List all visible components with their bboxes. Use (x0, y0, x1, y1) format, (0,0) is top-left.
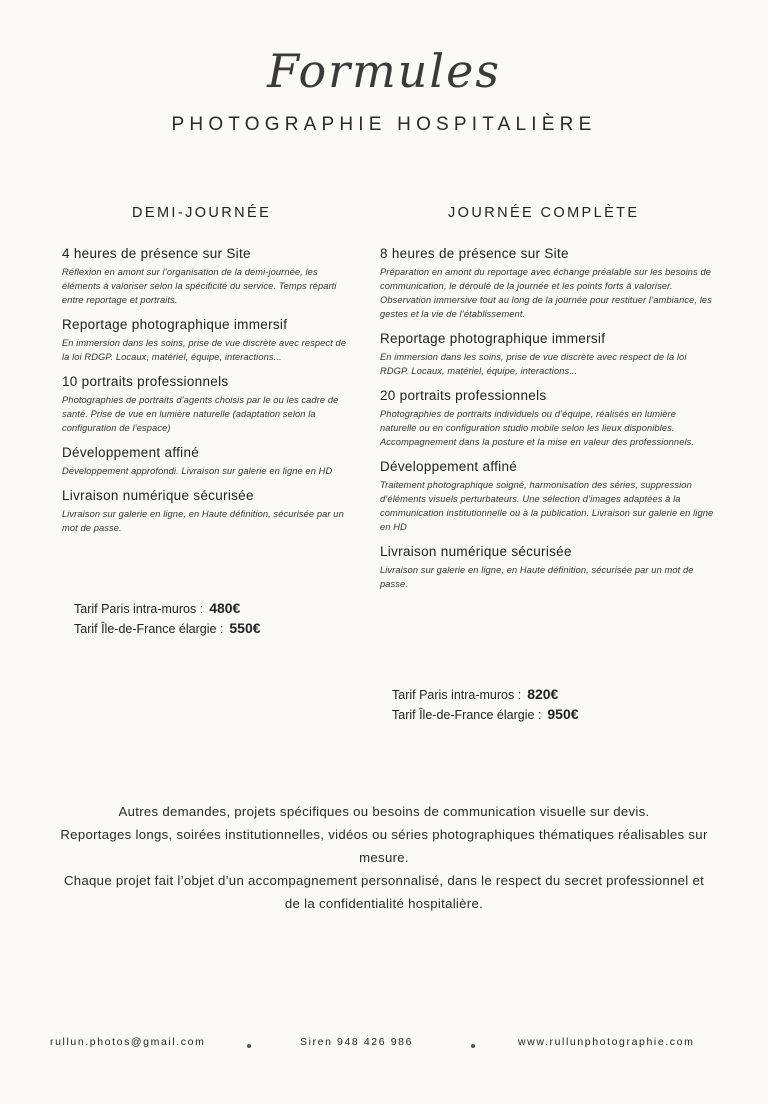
item-title: Reportage photographique immersif (62, 317, 288, 332)
item-description: En immersion dans les soins, prise de vue discrète avec respect de la loi RDGP. Locaux, matériel, équipe, interactions... (62, 338, 347, 362)
list-item (380, 543, 715, 591)
tarif-label: Tarif Île-de-France élargie : (74, 622, 224, 636)
item-title: Livraison numérique sécurisée (380, 544, 572, 559)
tarif-label: Tarif Île-de-France élargie : (392, 708, 542, 722)
item-description: Réflexion en amont sur l’organisation de la demi-journée, les éléments à valoriser selon la spécificité du service. Temps réparti entre reportage et portraits. (62, 267, 337, 305)
list-item (380, 245, 715, 321)
list-item (380, 330, 715, 378)
tarifs (392, 684, 579, 724)
separator-dot (471, 1044, 475, 1048)
list-item (62, 444, 352, 478)
outro-line: Chaque projet fait l’objet d’un accompagnement personnalisé, dans le respect du secret professionnel et de la confidentialité hospitalière. (63, 873, 705, 911)
outro-line: Reportages longs, soirées institutionnelles, vidéos ou séries photographiques thématiques réalisables sur mesure. (60, 827, 708, 865)
tarif-price: 550€ (229, 620, 261, 636)
item-description: Développement approfondi. Livraison sur galerie en ligne en HD (62, 466, 333, 476)
item-description: Livraison sur galerie en ligne, en Haute définition, sécurisée par un mot de passe. (62, 509, 344, 533)
item-description: Photographies de portraits individuels ou d’équipe, réalisés en lumière naturelle ou en configuration studio mobile selon les lieux disponibles. Accompagnement dans la posture et la mise en valeur des professionnels. (380, 409, 695, 447)
tarifs (74, 598, 261, 638)
item-description: Photographies de portraits d’agents choisis par le ou les cadre de santé. Prise de vue en lumière naturelle (adaptation selon la configuration de l’espace) (62, 395, 339, 433)
separator-dot (247, 1044, 251, 1048)
script-title: Formules (267, 44, 501, 98)
item-title: 4 heures de présence sur Site (62, 246, 251, 261)
item-title: Livraison numérique sécurisée (62, 488, 254, 503)
list-item (380, 458, 715, 534)
item-description: En immersion dans les soins, prise de vue discrète avec respect de la loi RDGP. Locaux, matériel, équipe, interactions... (380, 352, 687, 376)
tarif-price: 480€ (209, 600, 241, 616)
tarif-row (74, 618, 261, 638)
list-item (380, 387, 715, 449)
footer-email[interactable]: rullun.photos@gmail.com (50, 1036, 206, 1048)
footer (0, 1036, 768, 1056)
list-item (62, 487, 352, 535)
list-item (62, 316, 352, 364)
item-title: Développement affiné (62, 445, 200, 460)
item-description: Livraison sur galerie en ligne, en Haute définition, sécurisée par un mot de passe. (380, 565, 694, 589)
item-description: Traitement photographique soigné, harmonisation des séries, suppression d’éléments visuels perturbateurs. Une sélection d’images adaptées à la communication institutionnelle ou à la publication. Livraison sur galerie en ligne en HD (380, 480, 714, 532)
tarif-price: 820€ (527, 686, 559, 702)
tarif-price: 950€ (547, 706, 579, 722)
column-title: JOURNÉE COMPLÈTE (448, 205, 640, 221)
item-description: Préparation en amont du reportage avec échange préalable sur les besoins de communication, le déroulé de la journée et les points forts à valoriser. Observation immersive tout au long de la journée pour restituer l’ambiance, les gestes et la vie de l’établissement. (380, 267, 712, 319)
outro-text (60, 800, 708, 915)
item-title: 10 portraits professionnels (62, 374, 229, 389)
item-list (380, 245, 715, 600)
footer-siren: Siren 948 426 986 (300, 1036, 414, 1048)
footer-website[interactable]: www.rullunphotographie.com (518, 1036, 695, 1048)
tarif-label: Tarif Paris intra-muros : (74, 602, 204, 616)
item-list (62, 245, 352, 544)
tarif-row (392, 704, 579, 724)
tarif-row (392, 684, 579, 704)
item-title: Développement affiné (380, 459, 518, 474)
list-item (62, 245, 352, 307)
item-title: Reportage photographique immersif (380, 331, 606, 346)
page-subtitle: PHOTOGRAPHIE HOSPITALIÈRE (171, 114, 597, 135)
tarif-row (74, 598, 261, 618)
item-title: 8 heures de présence sur Site (380, 246, 569, 261)
tarif-label: Tarif Paris intra-muros : (392, 688, 522, 702)
list-item (62, 373, 352, 435)
outro-line: Autres demandes, projets spécifiques ou besoins de communication visuelle sur devis. (118, 804, 650, 819)
item-title: 20 portraits professionnels (380, 388, 547, 403)
column-title: DEMI-JOURNÉE (132, 205, 272, 221)
